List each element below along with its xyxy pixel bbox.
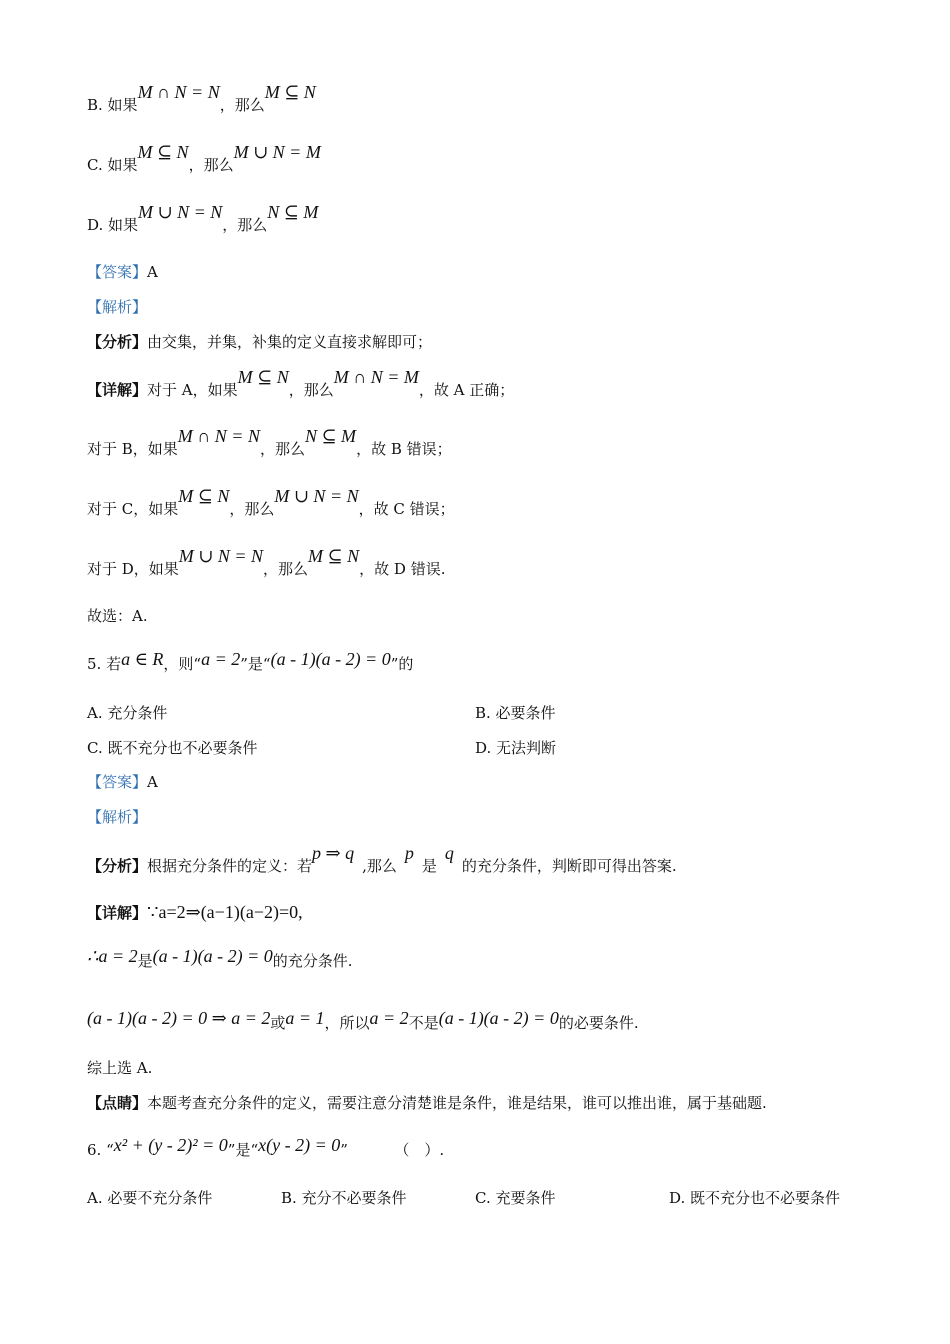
math-expr: p	[404, 843, 414, 863]
answer-tag: 【答案】	[87, 263, 148, 281]
text: ，那么	[219, 96, 265, 114]
answer-line	[87, 262, 158, 282]
option-c-line	[87, 142, 321, 175]
option-label: C. 如果	[87, 156, 138, 174]
fenxi-tag: 【分析】	[87, 857, 148, 875]
answer-tag: 【答案】	[87, 773, 148, 791]
q5-option-c: C. 既不充分也不必要条件	[87, 739, 258, 757]
answer-value: A	[147, 773, 158, 791]
text: 由交集，并集，补集的定义直接求解即可；	[147, 333, 433, 351]
text: ，故 D 错误.	[359, 560, 446, 578]
text: ，那么	[229, 500, 275, 518]
conclusion: 故选：A.	[87, 607, 148, 625]
math-expr: (a - 1)(a - 2) = 0 ⇒ a = 2	[87, 1008, 271, 1028]
q5-option-a: A. 充分条件	[87, 704, 168, 722]
math-expr: M ∩ N = N	[137, 82, 220, 102]
math-expr: M ⊆ N	[237, 367, 289, 387]
analysis-tag: 【解析】	[87, 298, 148, 316]
math-expr: a ∈ R	[121, 649, 164, 669]
math-expr: M ⊆ N	[264, 82, 316, 102]
text: ，则“	[163, 655, 202, 673]
detail-line-5	[87, 902, 303, 923]
detail-tag: 【详解】	[87, 381, 148, 399]
fenxi-tag: 【分析】	[87, 333, 148, 351]
math-expr: x² + (y - 2)² = 0	[113, 1135, 228, 1155]
text: 6. “	[87, 1141, 114, 1159]
analysis-tag-5: 【解析】	[87, 808, 148, 826]
q5-option-b: B. 必要条件	[475, 704, 556, 722]
text: ，那么	[188, 156, 234, 174]
math-expr: M ∪ N = N	[178, 546, 264, 566]
text: 对于 D，如果	[87, 560, 179, 578]
text: ”是“	[240, 655, 271, 673]
math-expr: M ⊆ N	[137, 142, 189, 162]
answer-line-5	[87, 772, 158, 792]
option-d-line	[87, 202, 319, 235]
detail-line	[87, 367, 515, 400]
text: ，故 C 错误；	[358, 500, 455, 518]
text: 不是	[408, 1014, 439, 1032]
text: 对于 A，如果	[147, 381, 238, 399]
math-expr: N ⊆ M	[267, 202, 319, 222]
math-expr: (a - 1)(a - 2) = 0	[152, 946, 273, 966]
text: 5. 若	[87, 655, 122, 673]
text: 根据充分条件的定义：若	[147, 857, 313, 875]
text: 的充分条件.	[272, 952, 353, 970]
math-expr: M ∩ N = N	[177, 426, 260, 446]
text: ”是“	[227, 1141, 259, 1159]
math-expr: (a - 1)(a - 2) = 0	[438, 1008, 559, 1028]
math-expr: M ∩ N = M	[333, 367, 419, 387]
q6-option-b: B. 充分不必要条件	[281, 1189, 407, 1207]
q6-option-a: A. 必要不充分条件	[87, 1189, 213, 1207]
dianjing-line	[87, 1093, 767, 1113]
line-5c	[87, 1008, 639, 1033]
option-b-line	[87, 82, 316, 115]
q6-option-c: C. 充要条件	[475, 1189, 556, 1207]
text: 或	[270, 1014, 286, 1032]
text: ”的	[390, 655, 414, 673]
fenxi-line	[87, 332, 432, 352]
math-expr: ∴a = 2	[87, 946, 138, 966]
math-expr: M ∪ N = N	[274, 486, 359, 506]
text: ”	[340, 1141, 348, 1159]
math-expr: N ⊆ M	[304, 426, 357, 446]
answer-value: A	[147, 263, 158, 281]
option-label: D. 如果	[87, 216, 139, 234]
text: 本题考查充分条件的定义，需要注意分清楚谁是条件，谁是结果，谁可以推出谁，属于基础题.	[147, 1094, 767, 1112]
text: ，那么	[259, 440, 305, 458]
math-expr: a = 2	[369, 1008, 409, 1028]
text: ，那么	[263, 560, 309, 578]
detail-tag: 【详解】	[87, 904, 148, 922]
fenxi-line-5	[87, 843, 677, 876]
text: ,那么	[362, 857, 397, 875]
text: ，那么	[222, 216, 268, 234]
text: ，所以	[324, 1014, 370, 1032]
q6-option-d: D. 既不充分也不必要条件	[669, 1189, 841, 1207]
detail-c-line	[87, 486, 455, 519]
text: 是	[137, 952, 153, 970]
text: 的必要条件.	[558, 1014, 639, 1032]
line-5b	[87, 946, 353, 971]
math-expr: M ∪ N = N	[138, 202, 223, 222]
answer-blank: （ ）.	[401, 1141, 445, 1159]
math-expr: p ⇒ q	[312, 843, 355, 863]
summary-5: 综上选 A.	[87, 1059, 153, 1077]
text: ，故 A 正确；	[418, 381, 515, 399]
math-expr: (a - 1)(a - 2) = 0	[270, 649, 391, 669]
detail-b-line	[87, 426, 452, 459]
detail-d-line	[87, 546, 446, 579]
question-6	[87, 1135, 445, 1160]
text: 是	[421, 857, 437, 875]
math-expr: ∵a=2⇒(a−1)(a−2)=0,	[147, 902, 303, 922]
math-expr: x(y - 2) = 0	[258, 1135, 341, 1155]
q5-option-d: D. 无法判断	[475, 739, 557, 757]
math-expr: a = 2	[201, 649, 241, 669]
text: ，故 B 错误；	[356, 440, 452, 458]
question-5	[87, 649, 414, 674]
math-expr: a = 1	[285, 1008, 325, 1028]
text: 的充分条件，判断即可得出答案.	[461, 857, 677, 875]
dianjing-tag: 【点睛】	[87, 1094, 148, 1112]
option-label: B. 如果	[87, 96, 138, 114]
text: 对于 C，如果	[87, 500, 179, 518]
math-expr: q	[444, 843, 454, 863]
math-expr: M ⊆ N	[308, 546, 360, 566]
text: 对于 B，如果	[87, 440, 178, 458]
math-expr: M ⊆ N	[178, 486, 230, 506]
math-expr: M ∪ N = M	[233, 142, 321, 162]
text: ，那么	[288, 381, 334, 399]
